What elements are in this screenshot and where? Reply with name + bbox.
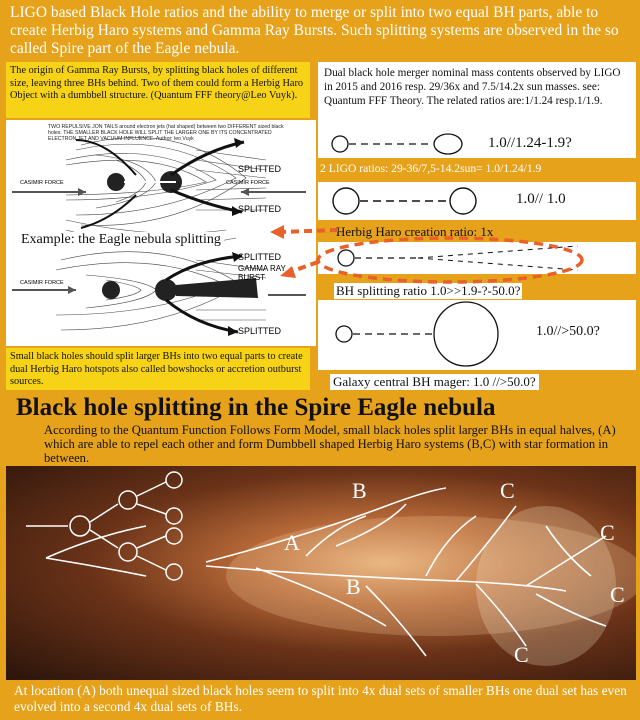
splitted-label-2: SPLITTED	[238, 204, 282, 214]
orange-arrow-head-1	[270, 225, 284, 239]
orange-arrow-head-2	[280, 266, 296, 278]
left-caption-bottom-text: Small black holes should split larger BHs into two equal parts to create dual Herbig Haro hotspots also called bowshocks or accretion outburst sources.	[10, 351, 303, 387]
eagle-nebula-photo	[6, 466, 636, 680]
splitted-label-3: SPLITTED	[238, 252, 282, 262]
casimir-label-3: CASIMIR FORCE	[20, 280, 64, 286]
photo-label-c3: C	[610, 582, 625, 607]
bh-split-label: BH splitting ratio 1.0>>1.9-?-50.0?	[336, 283, 521, 298]
right-intro-text: Dual black hole merger nominal mass contents observed by LIGO in 2015 and 2016 resp. 29/36x and 7.5/14.2x sun masses. see: Quantum FFF Theory. The related ratios are:1/1.24 resp.1/1.9.	[324, 67, 621, 107]
ratio-1-label: 1.0//1.24-1.9?	[488, 135, 572, 151]
splitted-label-1: SPLITTED	[238, 164, 282, 174]
photo-label-b2: B	[346, 574, 361, 599]
left-caption-top-text: The origin of Gamma Ray Bursts, by splitting black holes of different size, leaving three BHs behind. Two of them could form a Herbig Haro Object with a dumbbell structure. (Quantum FFF theory@Leo Vuyk).	[10, 65, 304, 101]
photo-label-a: A	[284, 530, 300, 555]
header-intro: LIGO based Black Hole ratios and the ability to merge or split into two equal BH parts, able to create Herbig Haro systems and Gamma Ray Bursts. Such splitting systems are observed in the so called Spire part of the Eagle nebula.	[10, 4, 619, 57]
example-label: Example: the Eagle nebula splitting	[18, 232, 224, 248]
casimir-label-2: CASIMIR FORCE	[226, 180, 270, 186]
footer-text: At location (A) both unequal sized black holes seem to split into 4x dual sets of smaller BHs one dual set has even evolved into a second 4x dual sets of BHs.	[14, 683, 627, 714]
photo-label-c1: C	[500, 478, 515, 503]
diagram-note: TWO REPULSIVE JON TAILS around electron jets (hat shaped) between two DIFFERENT sized black holes. THE SMALLER BLACK HOLE WILL SPLIT THE LARGER ONE BY ITS CONCENTRATED ELECTRON JET AND VACUUM INFLUENCE. Author: leo Vuyk	[48, 124, 284, 142]
gamma-burst-label: GAMMA RAY BURST	[238, 264, 286, 282]
section-title: Black hole splitting in the Spire Eagle nebula	[16, 394, 496, 421]
splitted-label-4: SPLITTED	[238, 326, 282, 336]
spire-sketch	[6, 466, 636, 680]
photo-label-c4: C	[514, 642, 529, 667]
galaxy-label: Galaxy central BH mager: 1.0 //>50.0?	[330, 374, 539, 390]
ligo-ratios: 2 LIGO ratios: 29-36/7,5-14.2sun= 1.0/1.24/1.9	[320, 162, 542, 175]
ratio-3-label: 1.0//>50.0?	[536, 324, 600, 339]
section-body: According to the Quantum Function Follows Form Model, small black holes split larger BHs in equal halves, (A) which are able to repel each other and form Dumbbell shaped Herbig Haro systems (B,C) with star formation in between.	[44, 423, 616, 465]
photo-label-c2: C	[600, 520, 615, 545]
herbig-highlight-ellipse	[318, 238, 582, 282]
ratio-2-label: 1.0// 1.0	[516, 191, 566, 207]
photo-label-b1: B	[352, 478, 367, 503]
herbig-label: Herbig Haro creation ratio: 1x	[336, 224, 494, 239]
casimir-label-1: CASIMIR FORCE	[20, 180, 64, 186]
